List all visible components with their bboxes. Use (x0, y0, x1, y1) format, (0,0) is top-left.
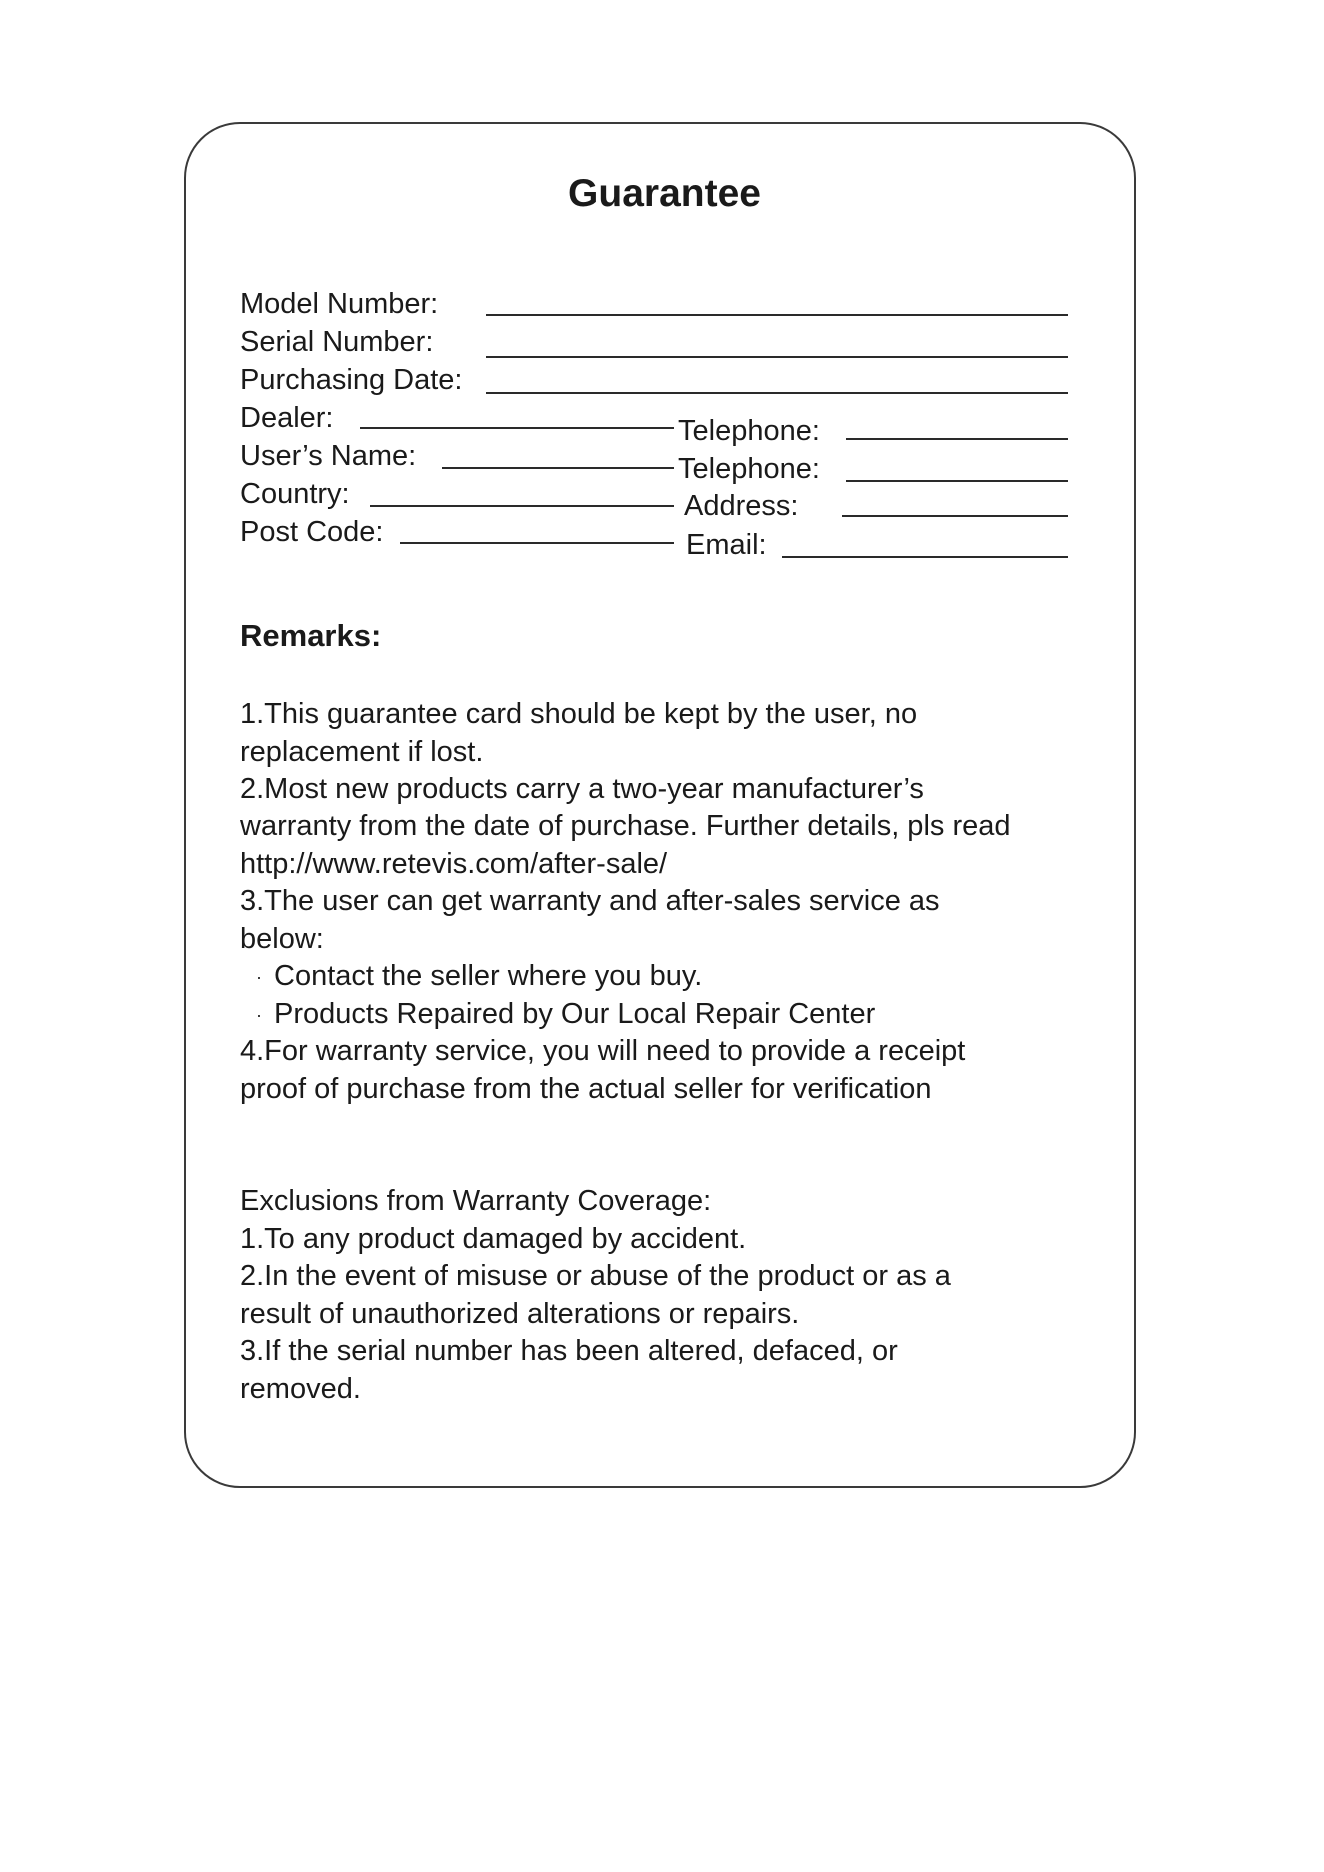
retevis-after-sale-url[interactable]: http://www.retevis.com/after-sale/ (240, 848, 668, 880)
remarks-line: proof of purchase from the actual seller for verification (240, 1073, 932, 1105)
remarks-heading: Remarks: (240, 618, 382, 653)
address-field[interactable] (842, 515, 1068, 517)
exclusions-heading: Exclusions from Warranty Coverage: (240, 1185, 712, 1217)
bullet-icon: · (256, 1005, 262, 1026)
dealer-telephone-label: Telephone: (678, 415, 820, 447)
post-code-label: Post Code: (240, 516, 384, 548)
remarks-bullet-text: Contact the seller where you buy. (274, 960, 703, 992)
remarks-line: 3.The user can get warranty and after-sales service as (240, 885, 940, 917)
model-number-label: Model Number: (240, 288, 439, 320)
exclusions-line: removed. (240, 1373, 361, 1405)
remarks-bullet-text: Products Repaired by Our Local Repair Center (274, 998, 876, 1030)
exclusions-line: 2.In the event of misuse or abuse of the product or as a (240, 1260, 951, 1292)
dealer-field[interactable] (360, 427, 674, 429)
users-name-label: User’s Name: (240, 440, 417, 472)
email-label: Email: (686, 529, 767, 561)
users-name-field[interactable] (442, 467, 674, 469)
remarks-line: warranty from the date of purchase. Further details, pls read (240, 810, 1011, 842)
dealer-label: Dealer: (240, 402, 334, 434)
remarks-line: below: (240, 923, 324, 955)
serial-number-field[interactable] (486, 356, 1068, 358)
post-code-field[interactable] (400, 542, 674, 544)
exclusions-line: 1.To any product damaged by accident. (240, 1223, 747, 1255)
page-title: Guarantee (568, 172, 761, 215)
bullet-icon: · (256, 967, 262, 988)
remarks-bullet-item (244, 962, 702, 991)
model-number-field[interactable] (486, 314, 1068, 316)
user-telephone-field[interactable] (846, 480, 1068, 482)
remarks-line: 4.For warranty service, you will need to provide a receipt (240, 1035, 966, 1067)
remarks-line: 1.This guarantee card should be kept by the user, no (240, 698, 918, 730)
dealer-telephone-field[interactable] (846, 438, 1068, 440)
email-field[interactable] (782, 556, 1068, 558)
purchasing-date-field[interactable] (486, 392, 1068, 394)
country-label: Country: (240, 478, 350, 510)
remarks-line: 2.Most new products carry a two-year manufacturer’s (240, 773, 924, 805)
address-label: Address: (684, 490, 799, 522)
user-telephone-label: Telephone: (678, 453, 820, 485)
serial-number-label: Serial Number: (240, 326, 434, 358)
country-field[interactable] (370, 505, 674, 507)
exclusions-line: result of unauthorized alterations or repairs. (240, 1298, 800, 1330)
remarks-bullet-item (244, 1000, 875, 1029)
remarks-line: replacement if lost. (240, 736, 484, 768)
exclusions-line: 3.If the serial number has been altered, defaced, or (240, 1335, 898, 1367)
purchasing-date-label: Purchasing Date: (240, 364, 463, 396)
